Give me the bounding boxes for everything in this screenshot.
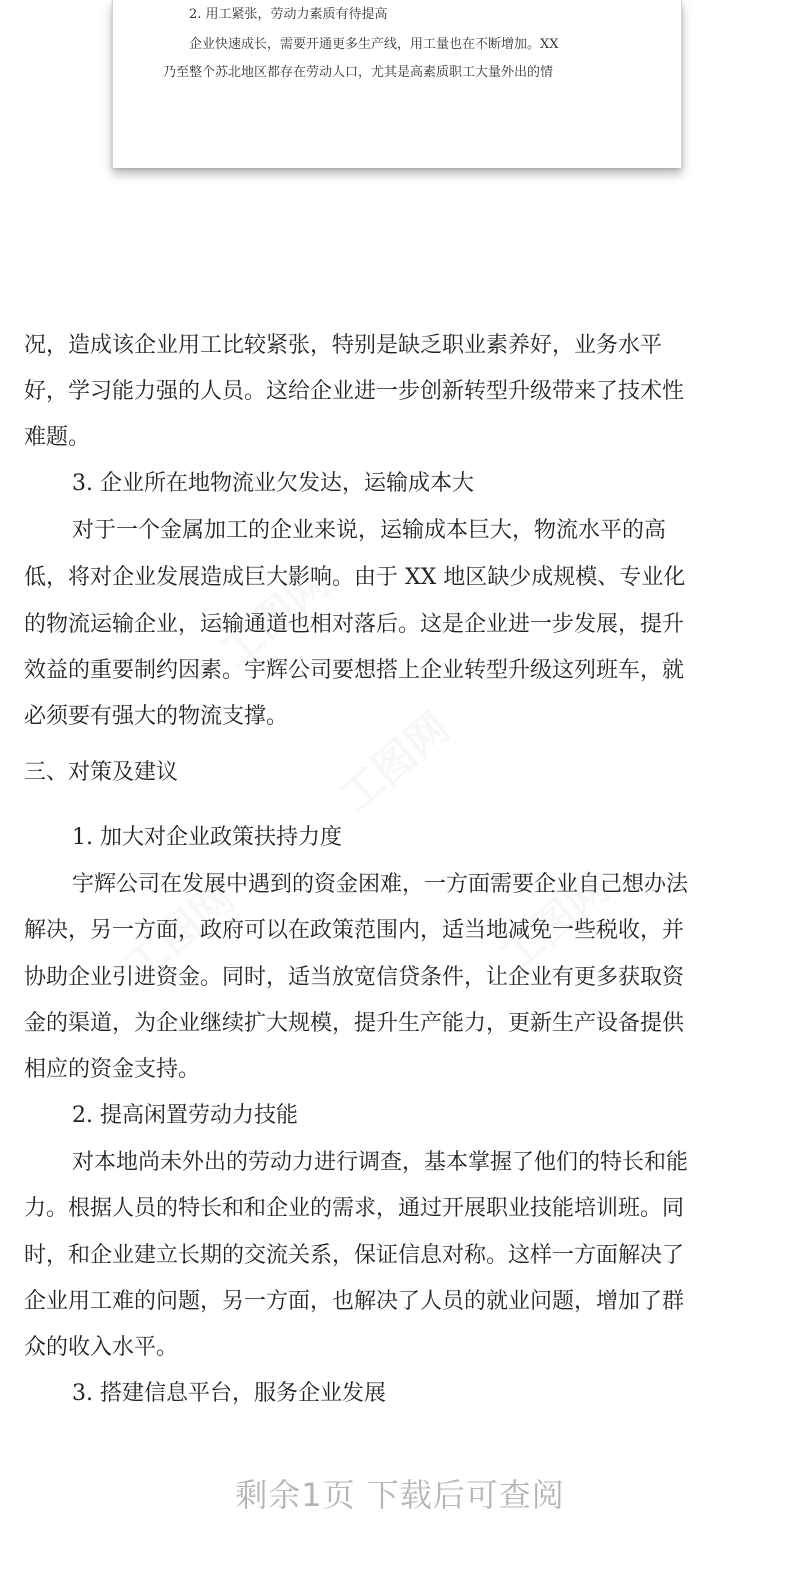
- preview-heading: 2. 用工紧张，劳动力素质有待提高: [189, 7, 388, 22]
- paragraph-line: 众的收入水平。: [24, 1335, 179, 1360]
- paragraph-line: 解决，另一方面，政府可以在政策范围内，适当地减免一些税收，并: [24, 918, 685, 943]
- watermark-logo: 工图网: [115, 872, 244, 992]
- subheading: 3. 搭建信息平台，服务企业发展: [72, 1381, 386, 1406]
- watermark-logo: 工图网: [330, 702, 459, 822]
- paragraph-line: 况，造成该企业用工比较紧张，特别是缺乏职业素养好，业务水平: [24, 333, 663, 358]
- subheading: 3. 企业所在地物流业欠发达，运输成本大: [72, 471, 474, 496]
- subheading: 2. 提高闲置劳动力技能: [72, 1103, 298, 1128]
- paragraph-line: 金的渠道，为企业继续扩大规模，提升生产能力，更新生产设备提供: [24, 1011, 685, 1036]
- paragraph-line: 好，学习能力强的人员。这给企业进一步创新转型升级带来了技术性: [24, 379, 685, 404]
- paragraph-line: 对本地尚未外出的劳动力进行调查，基本掌握了他们的特长和能: [72, 1150, 689, 1175]
- paragraph-line: 宇辉公司在发展中遇到的资金困难，一方面需要企业自己想办法: [72, 872, 689, 897]
- paragraph-line: 对于一个金属加工的企业来说，运输成本巨大，物流水平的高: [72, 518, 667, 543]
- paragraph-line: 相应的资金支持。: [24, 1057, 201, 1082]
- document-preview-card: [112, 0, 682, 168]
- preview-paragraph-line: 乃至整个苏北地区都存在劳动人口，尤其是高素质职工大量外出的情: [163, 65, 554, 80]
- paragraph-line: 企业用工难的问题，另一方面，也解决了人员的就业问题，增加了群: [24, 1289, 685, 1314]
- remaining-pages-prompt[interactable]: 剩余1页 下载后可查阅: [235, 1476, 565, 1514]
- section-heading: 三、对策及建议: [24, 760, 179, 785]
- paragraph-line: 的物流运输企业，运输通道也相对落后。这是企业进一步发展，提升: [24, 612, 685, 637]
- watermark-logo: 工图网: [490, 862, 619, 982]
- paragraph-line: 协助企业引进资金。同时，适当放宽信贷条件，让企业有更多获取资: [24, 965, 685, 990]
- paragraph-line: 必须要有强大的物流支撑。: [24, 704, 289, 729]
- paragraph-line: 低，将对企业发展造成巨大影响。由于 XX 地区缺少成规模、专业化: [24, 565, 686, 590]
- preview-paragraph-line: 企业快速成长，需要开通更多生产线，用工量也在不断增加。XX: [189, 37, 559, 52]
- subheading: 1. 加大对企业政策扶持力度: [72, 825, 342, 850]
- paragraph-line: 难题。: [24, 425, 91, 450]
- watermark-logo: 工图网: [210, 557, 339, 677]
- paragraph-line: 时，和企业建立长期的交流关系，保证信息对称。这样一方面解决了: [24, 1243, 685, 1268]
- paragraph-line: 力。根据人员的特长和和企业的需求，通过开展职业技能培训班。同: [24, 1196, 685, 1221]
- paragraph-line: 效益的重要制约因素。宇辉公司要想搭上企业转型升级这列班车，就: [24, 658, 685, 683]
